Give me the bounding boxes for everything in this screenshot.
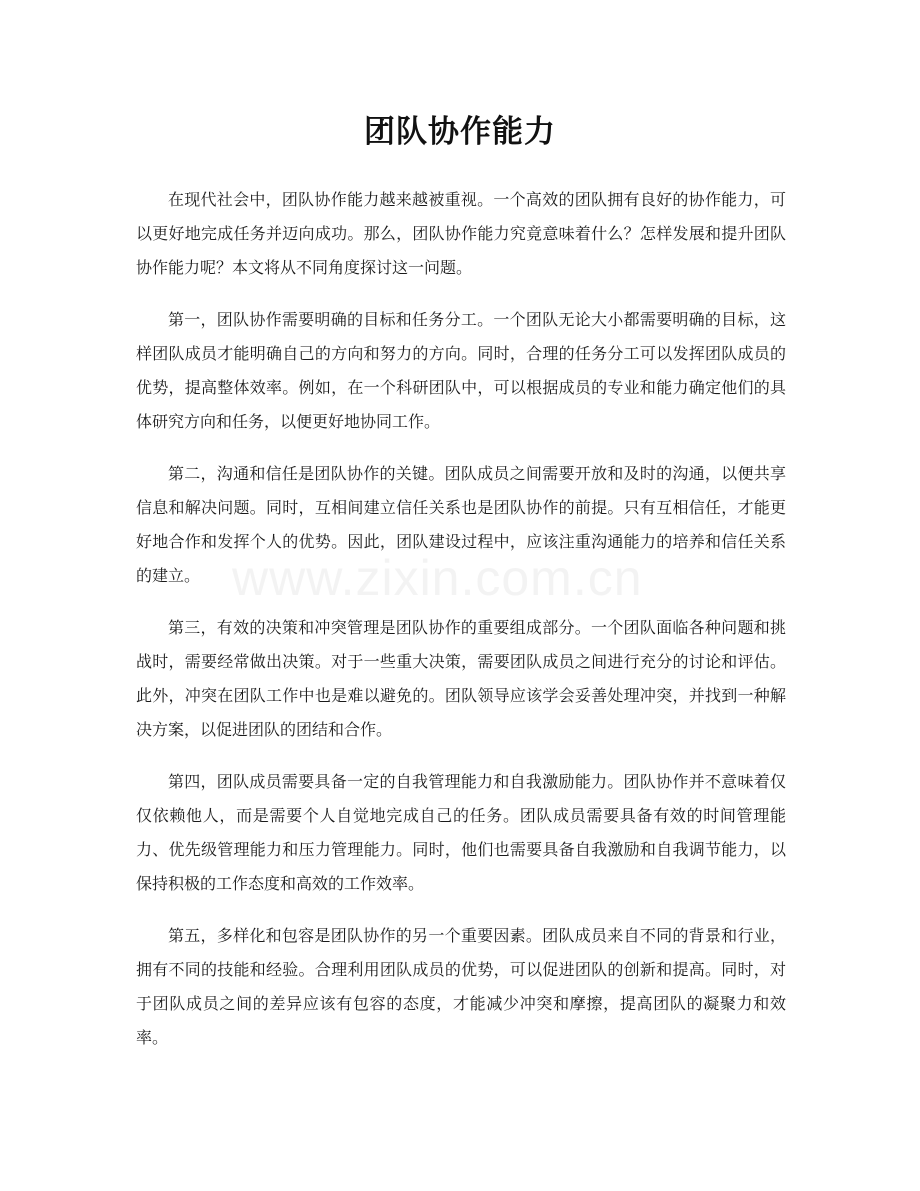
paragraph-fifth: 第五，多样化和包容是团队协作的另一个重要因素。团队成员来自不同的背景和行业，拥有不同的技能和经验。合理利用团队成员的优势，可以促进团队的创新和提高。同时，对于团队成员之间的差异应该有包容的态度，才能减少冲突和摩擦，提高团队的凝聚力和效率。 xyxy=(136,926,786,1047)
document-body xyxy=(136,183,786,1073)
paragraph-third: 第三，有效的决策和冲突管理是团队协作的重要组成部分。一个团队面临各种问题和挑战时，需要经常做出决策。对于一些重大决策，需要团队成员之间进行充分的讨论和评估。此外，冲突在团队工作中也是难以避免的。团队领导应该学会妥善处理冲突，并找到一种解决方案，以促进团队的团结和合作。 xyxy=(136,618,786,739)
document-title: 团队协作能力 xyxy=(364,114,556,150)
watermark: www.zixin.com.cn xyxy=(232,550,643,606)
paragraph-intro: 在现代社会中，团队协作能力越来越被重视。一个高效的团队拥有良好的协作能力，可以更好地完成任务并迈向成功。那么，团队协作能力究竟意味着什么？怎样发展和提升团队协作能力呢？本文将从不同角度探讨这一问题。 xyxy=(136,190,786,277)
paragraph-fourth: 第四，团队成员需要具备一定的自我管理能力和自我激励能力。团队协作并不意味着仅仅依赖他人，而是需要个人自觉地完成自己的任务。团队成员需要具备有效的时间管理能力、优先级管理能力和压力管理能力。同时，他们也需要具备自我激励和自我调节能力，以保持积极的工作态度和高效的工作效率。 xyxy=(136,772,786,893)
paragraph-second: 第二，沟通和信任是团队协作的关键。团队成员之间需要开放和及时的沟通，以便共享信息和解决问题。同时，互相间建立信任关系也是团队协作的前提。只有互相信任，才能更好地合作和发挥个人的优势。因此，团队建设过程中，应该注重沟通能力的培养和信任关系的建立。 xyxy=(136,464,786,585)
paragraph-first: 第一，团队协作需要明确的目标和任务分工。一个团队无论大小都需要明确的目标，这样团队成员才能明确自己的方向和努力的方向。同时，合理的任务分工可以发挥团队成员的优势，提高整体效率。例如，在一个科研团队中，可以根据成员的专业和能力确定他们的具体研究方向和任务，以便更好地协同工作。 xyxy=(136,310,786,431)
